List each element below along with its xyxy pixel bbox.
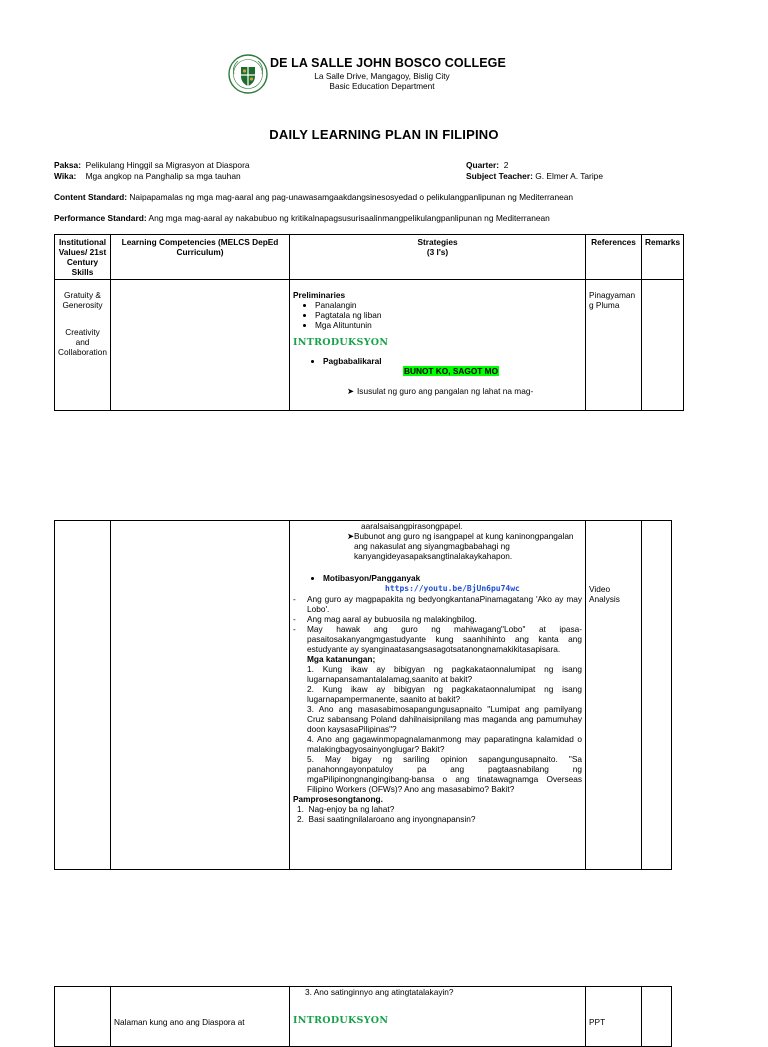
quarter-value: 2 bbox=[503, 160, 509, 170]
question-item: 3. Ano satinginnyo ang atingtatalakayin? bbox=[305, 987, 454, 997]
pagbabalikaral-item: • Pagbabalikaral bbox=[323, 356, 582, 366]
content-standard-value: Naipapamalas ng mga mag-aaral ang pag-unawasamgaakdangsinesosyedad o pelikulangpanlipunan ng Mediterranean bbox=[129, 192, 574, 202]
remarks-cell bbox=[642, 521, 672, 870]
references-cell: PPT bbox=[586, 987, 642, 1047]
header-values: Institutional Values/ 21st Century Skills bbox=[55, 235, 111, 280]
paksa-label: Paksa: bbox=[54, 160, 82, 170]
plan-table-1 bbox=[54, 234, 684, 411]
question-item: 3. Ano ang masasabimosapangungusapnaito "Lumipat ang pamilyang Cruz sabansang Poland dahilnaisipnilang mas maganda ang pamumuhay doon kaysasaPilipinas"? bbox=[307, 704, 582, 734]
performance-standard-label: Performance Standard: bbox=[54, 213, 147, 223]
header-strategies bbox=[290, 235, 586, 280]
arrow-item-text: Isusulat ng guro ang pangalan ng lahat na mag- bbox=[357, 386, 534, 396]
header-remarks: Remarks bbox=[642, 235, 684, 280]
question-item: 1. Kung ikaw ay bibigyan ng pagkakataonnalumipat ng isang lugarnapansamantalalamag,saanito at bakit? bbox=[307, 664, 582, 684]
school-header bbox=[228, 54, 548, 102]
plan-table-3 bbox=[54, 986, 672, 1047]
values-cell bbox=[55, 987, 111, 1047]
motibasyon-item: • Motibasyon/Pangganyak bbox=[323, 573, 582, 583]
introduksyon-heading: INTRODUKSYON bbox=[293, 1015, 389, 1026]
strategies-cell bbox=[290, 280, 586, 411]
table-row bbox=[55, 521, 672, 870]
arrow-item: ➤ Isusulat ng guro ang pangalan ng lahat na mag- bbox=[347, 386, 534, 396]
header-strategies-label: Strategies bbox=[417, 237, 458, 247]
header-strategies-sub: (3 I's) bbox=[426, 247, 449, 257]
references-cell: Video Analysis bbox=[586, 521, 642, 870]
plan-table-2 bbox=[54, 520, 672, 870]
remarks-cell bbox=[642, 987, 672, 1047]
dash-item: - Ang mag aaral ay bubuosila ng malakingbilog. bbox=[293, 614, 477, 624]
preliminaries-list bbox=[293, 300, 582, 330]
content-standard bbox=[54, 192, 573, 203]
video-link[interactable]: https://youtu.be/BjUn6pu74wc bbox=[385, 584, 520, 593]
performance-standard bbox=[54, 213, 550, 224]
wika-label: Wika: bbox=[54, 171, 77, 181]
teacher-value: G. Elmer A. Taripe bbox=[535, 171, 604, 181]
strategies-cell bbox=[290, 987, 586, 1047]
pamproseso-item-text: Basi saatingnilalaroano ang inyongnapansin? bbox=[308, 814, 476, 824]
dash-item: - May hawak ang guro ng mahiwagang"Lobo" at ipasa-pasaitosakanyangmgastudyante kung saanhihinto ang kanta ang estudyante ay syanginaatasangsasagotsatanongnamakikitasapisara. bbox=[293, 624, 582, 654]
question-item: 5. May bigay ng sariling opinion sapangungusapnaito. "Sa panahonngayonpatuloy pa ang pagtaasnabilang ng mgaPilipinongnangingibang-bansa o ang tinatawagnamga Overseas Filipino Workers (OFWs)? Ano ang masasabimo? Bakit? bbox=[307, 754, 582, 794]
game-title-highlight: BUNOT KO, SAGOT MO bbox=[404, 366, 499, 376]
wika-line bbox=[54, 171, 241, 182]
teacher-line bbox=[466, 171, 603, 182]
arrow-item-text: Bubunot ang guro ng isangpapel at kung kaninongpangalan ang nakasulat ang siyangmagbabahagi ng kanyangideyasapaksangtinalakaykahapon. bbox=[353, 531, 574, 561]
competency-cell: Nalaman kung ano ang Diaspora at bbox=[111, 987, 290, 1047]
continued-text: aaralsaisangpirasongpapel. bbox=[361, 521, 463, 531]
question-item: 2. Kung ikaw ay bibigyan ng pagkakataonnalumipat ng isang lugarnapampermanente, saanito at bakit? bbox=[307, 684, 582, 704]
values-cell bbox=[55, 280, 111, 411]
table-header-row bbox=[55, 235, 684, 280]
dash-item-text: Ang mag aaral ay bubuosila ng malakingbilog. bbox=[307, 614, 477, 624]
wika-value: Mga angkop na Panghalip sa mga tauhan bbox=[85, 171, 241, 181]
strategies-cell bbox=[290, 521, 586, 870]
content-standard-label: Content Standard: bbox=[54, 192, 128, 202]
references-cell: Pinagyaman g Pluma bbox=[586, 280, 642, 411]
pamproseso-item-text: Nag-enjoy ba ng lahat? bbox=[308, 804, 395, 814]
school-department: Basic Education Department bbox=[329, 81, 435, 91]
preliminaries-heading: Preliminaries bbox=[293, 290, 346, 300]
list-item: • Pagtatala ng liban bbox=[315, 310, 582, 320]
table-row bbox=[55, 987, 672, 1047]
quarter-label: Quarter: bbox=[466, 160, 500, 170]
paksa-value: Pelikulang Hinggil sa Migrasyon at Diaspora bbox=[85, 160, 250, 170]
competency-cell bbox=[111, 280, 290, 411]
performance-standard-value: Ang mga mag-aaral ay nakabubuo ng kritikalnapagsusurisaalinmangpelikulangpanlipunan ng Mediterranean bbox=[148, 213, 550, 223]
arrow-item: ➤ Bubunot ang guro ng isangpapel at kung kaninongpangalan ang nakasulat ang siyangmagbabahagi ng kanyangideyasapaksangtinalakaykahapon. bbox=[293, 531, 582, 561]
motibasyon-list bbox=[293, 573, 582, 583]
introduksyon-heading: INTRODUKSYON bbox=[293, 337, 389, 348]
question-item: 4. Ano ang gagawinmopagnalamanmong may paparatingna kalamidad o malakingbagyosainyonglugar? Bakit? bbox=[307, 734, 582, 754]
paksa-line bbox=[54, 160, 250, 171]
value-creativity: Creativity and Collaboration bbox=[58, 327, 107, 357]
quarter-line bbox=[466, 160, 508, 171]
dash-item: - Ang guro ay magpapakita ng bedyongkantanaPinamagatang 'Ako ay may Lobo'. bbox=[293, 594, 582, 614]
pamproseso-item: 2. Basi saatingnilalaroano ang inyongnapansin? bbox=[297, 814, 476, 824]
competency-cell bbox=[111, 521, 290, 870]
school-seal-logo bbox=[228, 54, 268, 94]
header-competencies: Learning Competencies (MELCS DepEd Curriculum) bbox=[111, 235, 290, 280]
value-gratuity: Gratuity & Generosity bbox=[62, 290, 103, 310]
remarks-cell bbox=[642, 280, 684, 411]
teacher-label: Subject Teacher: bbox=[466, 171, 533, 181]
list-item: • Mga Alituntunin bbox=[315, 320, 582, 330]
table-row bbox=[55, 280, 684, 411]
pamproseso-label: Pamprosesongtanong. bbox=[293, 794, 383, 804]
dash-item-text: Ang guro ay magpapakita ng bedyongkantanaPinamagatang 'Ako ay may Lobo'. bbox=[307, 594, 582, 614]
katanungan-label: Mga katanungan; bbox=[307, 654, 376, 664]
page-title: DAILY LEARNING PLAN IN FILIPINO bbox=[269, 127, 499, 142]
school-name: DE LA SALLE JOHN BOSCO COLLEGE bbox=[270, 56, 506, 70]
list-item: • Panalangin bbox=[315, 300, 582, 310]
review-list bbox=[293, 356, 582, 366]
pamproseso-item: 1. Nag-enjoy ba ng lahat? bbox=[297, 804, 395, 814]
header-references: References bbox=[586, 235, 642, 280]
school-address: La Salle Drive, Mangagoy, Bislig City bbox=[314, 71, 450, 81]
values-cell bbox=[55, 521, 111, 870]
dash-item-text: May hawak ang guro ng mahiwagang"Lobo" at ipasa-pasaitosakanyangmgastudyante kung saanhihinto ang kanta ang estudyante ay syanginaatasangsasagotsatanongnamakikitasapisara. bbox=[307, 624, 582, 654]
